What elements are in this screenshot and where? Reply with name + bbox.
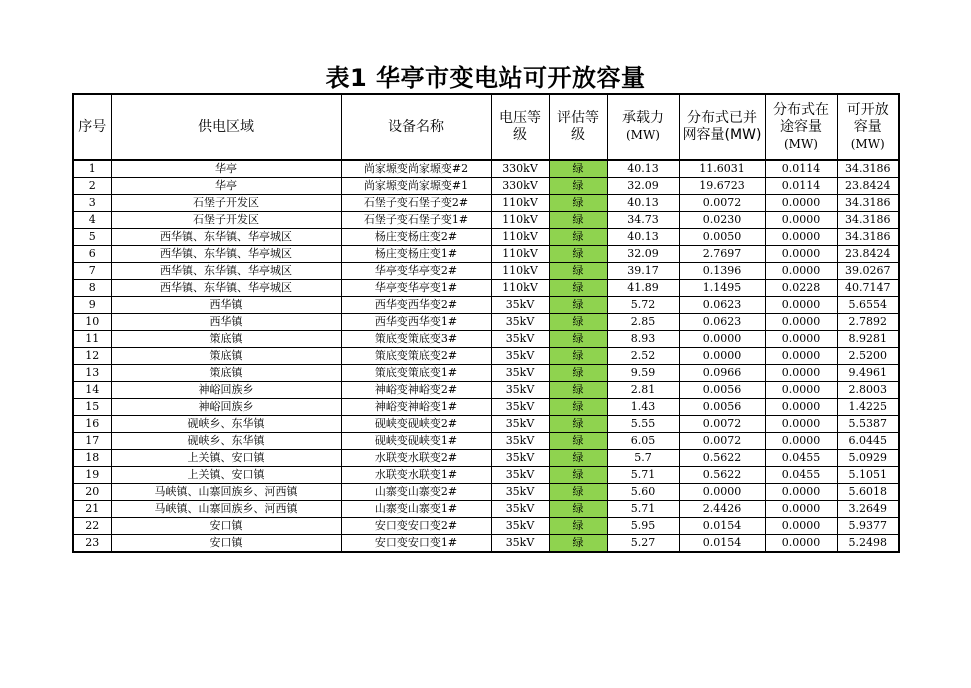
cell-connected: 0.0623	[679, 314, 765, 331]
header-device: 设备名称	[341, 94, 491, 160]
cell-area: 西华镇、东华镇、华亭城区	[111, 229, 341, 246]
cell-connected: 1.1495	[679, 280, 765, 297]
cell-voltage: 35kV	[491, 467, 549, 484]
cell-area: 砚峡乡、东华镇	[111, 433, 341, 450]
cell-open: 34.3186	[837, 229, 899, 246]
table-row	[73, 450, 899, 467]
cell-open: 5.0929	[837, 450, 899, 467]
cell-voltage: 35kV	[491, 399, 549, 416]
cell-open: 5.6554	[837, 297, 899, 314]
cell-device: 华亭变华亭变1#	[341, 280, 491, 297]
cell-load: 2.85	[607, 314, 679, 331]
cell-device: 水联变水联变2#	[341, 450, 491, 467]
cell-open: 23.8424	[837, 246, 899, 263]
cell-seq: 20	[73, 484, 111, 501]
cell-area: 马峡镇、山寨回族乡、河西镇	[111, 501, 341, 518]
cell-area: 华亭	[111, 160, 341, 178]
cell-load: 9.59	[607, 365, 679, 382]
cell-open: 9.4961	[837, 365, 899, 382]
cell-device: 安口变安口变2#	[341, 518, 491, 535]
cell-area: 神峪回族乡	[111, 382, 341, 399]
table-row	[73, 535, 899, 553]
cell-grade: 绿	[549, 501, 607, 518]
cell-open: 34.3186	[837, 212, 899, 229]
cell-voltage: 110kV	[491, 212, 549, 229]
header-voltage: 电压等 级	[491, 94, 549, 160]
cell-pending: 0.0000	[765, 229, 837, 246]
cell-pending: 0.0000	[765, 365, 837, 382]
cell-connected: 0.0056	[679, 399, 765, 416]
cell-seq: 11	[73, 331, 111, 348]
table-row	[73, 348, 899, 365]
cell-area: 石堡子开发区	[111, 212, 341, 229]
cell-open: 39.0267	[837, 263, 899, 280]
cell-area: 策底镇	[111, 331, 341, 348]
cell-load: 5.71	[607, 467, 679, 484]
cell-seq: 5	[73, 229, 111, 246]
cell-pending: 0.0000	[765, 195, 837, 212]
cell-voltage: 35kV	[491, 484, 549, 501]
cell-open: 5.6018	[837, 484, 899, 501]
cell-voltage: 35kV	[491, 518, 549, 535]
cell-device: 山寨变山寨变1#	[341, 501, 491, 518]
cell-area: 马峡镇、山寨回族乡、河西镇	[111, 484, 341, 501]
cell-grade: 绿	[549, 518, 607, 535]
cell-open: 1.4225	[837, 399, 899, 416]
cell-open: 5.1051	[837, 467, 899, 484]
cell-device: 石堡子变石堡子变2#	[341, 195, 491, 212]
cell-seq: 16	[73, 416, 111, 433]
cell-connected: 19.6723	[679, 178, 765, 195]
cell-pending: 0.0455	[765, 467, 837, 484]
cell-grade: 绿	[549, 535, 607, 553]
cell-voltage: 35kV	[491, 450, 549, 467]
cell-area: 西华镇	[111, 297, 341, 314]
cell-connected: 0.0000	[679, 348, 765, 365]
cell-seq: 3	[73, 195, 111, 212]
cell-connected: 0.5622	[679, 450, 765, 467]
header-row	[73, 94, 899, 160]
cell-grade: 绿	[549, 195, 607, 212]
cell-open: 8.9281	[837, 331, 899, 348]
cell-open: 3.2649	[837, 501, 899, 518]
cell-pending: 0.0000	[765, 246, 837, 263]
cell-load: 34.73	[607, 212, 679, 229]
table-title: 表1 华亭市变电站可开放容量	[325, 64, 646, 92]
cell-area: 砚峡乡、东华镇	[111, 416, 341, 433]
cell-open: 34.3186	[837, 160, 899, 178]
cell-device: 策底变策底变2#	[341, 348, 491, 365]
cell-device: 杨庄变杨庄变1#	[341, 246, 491, 263]
table-row	[73, 399, 899, 416]
cell-open: 5.9377	[837, 518, 899, 535]
cell-pending: 0.0114	[765, 160, 837, 178]
table-row	[73, 314, 899, 331]
cell-voltage: 35kV	[491, 331, 549, 348]
cell-open: 6.0445	[837, 433, 899, 450]
header-area: 供电区域	[111, 94, 341, 160]
cell-grade: 绿	[549, 399, 607, 416]
cell-load: 5.72	[607, 297, 679, 314]
cell-load: 6.05	[607, 433, 679, 450]
cell-load: 32.09	[607, 178, 679, 195]
cell-area: 西华镇、东华镇、华亭城区	[111, 263, 341, 280]
cell-connected: 2.7697	[679, 246, 765, 263]
cell-seq: 7	[73, 263, 111, 280]
cell-grade: 绿	[549, 212, 607, 229]
table-row	[73, 433, 899, 450]
cell-voltage: 35kV	[491, 348, 549, 365]
cell-seq: 23	[73, 535, 111, 553]
cell-connected: 0.0072	[679, 433, 765, 450]
cell-connected: 0.0000	[679, 331, 765, 348]
cell-pending: 0.0000	[765, 382, 837, 399]
cell-device: 神峪变神峪变1#	[341, 399, 491, 416]
cell-connected: 11.6031	[679, 160, 765, 178]
cell-seq: 19	[73, 467, 111, 484]
cell-load: 32.09	[607, 246, 679, 263]
cell-pending: 0.0000	[765, 518, 837, 535]
cell-connected: 0.0056	[679, 382, 765, 399]
cell-device: 西华变西华变1#	[341, 314, 491, 331]
cell-load: 2.81	[607, 382, 679, 399]
table-row	[73, 382, 899, 399]
cell-area: 西华镇、东华镇、华亭城区	[111, 280, 341, 297]
cell-voltage: 35kV	[491, 535, 549, 553]
table-row	[73, 212, 899, 229]
cell-voltage: 110kV	[491, 229, 549, 246]
cell-seq: 12	[73, 348, 111, 365]
cell-device: 尚家塬变尚家塬变#1	[341, 178, 491, 195]
cell-connected: 0.0050	[679, 229, 765, 246]
cell-open: 5.2498	[837, 535, 899, 553]
cell-connected: 0.0154	[679, 535, 765, 553]
table-row	[73, 501, 899, 518]
table-row	[73, 484, 899, 501]
cell-voltage: 330kV	[491, 160, 549, 178]
cell-device: 神峪变神峪变2#	[341, 382, 491, 399]
table-row	[73, 297, 899, 314]
cell-seq: 8	[73, 280, 111, 297]
cell-area: 神峪回族乡	[111, 399, 341, 416]
cell-load: 5.60	[607, 484, 679, 501]
cell-voltage: 110kV	[491, 195, 549, 212]
cell-connected: 0.0154	[679, 518, 765, 535]
cell-pending: 0.0228	[765, 280, 837, 297]
cell-pending: 0.0000	[765, 433, 837, 450]
cell-voltage: 110kV	[491, 263, 549, 280]
table-row	[73, 246, 899, 263]
cell-open: 5.5387	[837, 416, 899, 433]
cell-grade: 绿	[549, 450, 607, 467]
cell-grade: 绿	[549, 382, 607, 399]
cell-grade: 绿	[549, 160, 607, 178]
capacity-table	[72, 93, 900, 553]
cell-seq: 15	[73, 399, 111, 416]
cell-seq: 1	[73, 160, 111, 178]
cell-seq: 9	[73, 297, 111, 314]
cell-load: 40.13	[607, 195, 679, 212]
cell-seq: 10	[73, 314, 111, 331]
cell-load: 5.71	[607, 501, 679, 518]
cell-connected: 0.0000	[679, 484, 765, 501]
cell-grade: 绿	[549, 280, 607, 297]
cell-grade: 绿	[549, 263, 607, 280]
cell-voltage: 35kV	[491, 501, 549, 518]
cell-connected: 0.1396	[679, 263, 765, 280]
cell-open: 40.7147	[837, 280, 899, 297]
cell-connected: 0.0072	[679, 195, 765, 212]
cell-load: 1.43	[607, 399, 679, 416]
cell-grade: 绿	[549, 331, 607, 348]
cell-connected: 0.0072	[679, 416, 765, 433]
header-seq: 序号	[73, 94, 111, 160]
header-connected: 分布式已并 网容量(MW)	[679, 94, 765, 160]
table-row	[73, 467, 899, 484]
cell-connected: 2.4426	[679, 501, 765, 518]
cell-area: 西华镇、东华镇、华亭城区	[111, 246, 341, 263]
cell-connected: 0.0623	[679, 297, 765, 314]
cell-grade: 绿	[549, 229, 607, 246]
cell-load: 5.7	[607, 450, 679, 467]
cell-voltage: 35kV	[491, 365, 549, 382]
table-row	[73, 416, 899, 433]
cell-grade: 绿	[549, 365, 607, 382]
cell-load: 5.27	[607, 535, 679, 553]
cell-connected: 0.0230	[679, 212, 765, 229]
cell-pending: 0.0000	[765, 348, 837, 365]
cell-load: 41.89	[607, 280, 679, 297]
cell-device: 砚峡变砚峡变1#	[341, 433, 491, 450]
cell-load: 8.93	[607, 331, 679, 348]
cell-voltage: 110kV	[491, 246, 549, 263]
cell-device: 策底变策底变1#	[341, 365, 491, 382]
cell-voltage: 35kV	[491, 416, 549, 433]
table-row	[73, 178, 899, 195]
cell-device: 策底变策底变3#	[341, 331, 491, 348]
cell-device: 尚家塬变尚家塬变#2	[341, 160, 491, 178]
cell-open: 2.8003	[837, 382, 899, 399]
cell-load: 39.17	[607, 263, 679, 280]
cell-voltage: 110kV	[491, 280, 549, 297]
cell-seq: 21	[73, 501, 111, 518]
cell-pending: 0.0000	[765, 535, 837, 553]
cell-grade: 绿	[549, 246, 607, 263]
cell-voltage: 330kV	[491, 178, 549, 195]
cell-open: 23.8424	[837, 178, 899, 195]
cell-device: 水联变水联变1#	[341, 467, 491, 484]
cell-grade: 绿	[549, 467, 607, 484]
cell-device: 安口变安口变1#	[341, 535, 491, 553]
table-row	[73, 195, 899, 212]
cell-device: 石堡子变石堡子变1#	[341, 212, 491, 229]
cell-device: 砚峡变砚峡变2#	[341, 416, 491, 433]
cell-pending: 0.0000	[765, 263, 837, 280]
cell-device: 西华变西华变2#	[341, 297, 491, 314]
cell-voltage: 35kV	[491, 382, 549, 399]
cell-voltage: 35kV	[491, 314, 549, 331]
header-load: 承载力 (MW)	[607, 94, 679, 160]
cell-grade: 绿	[549, 178, 607, 195]
cell-area: 上关镇、安口镇	[111, 450, 341, 467]
cell-open: 2.7892	[837, 314, 899, 331]
cell-seq: 6	[73, 246, 111, 263]
cell-load: 40.13	[607, 160, 679, 178]
cell-load: 5.55	[607, 416, 679, 433]
cell-grade: 绿	[549, 484, 607, 501]
cell-connected: 0.5622	[679, 467, 765, 484]
header-open: 可开放 容量 (MW)	[837, 94, 899, 160]
cell-area: 策底镇	[111, 365, 341, 382]
cell-grade: 绿	[549, 348, 607, 365]
cell-pending: 0.0455	[765, 450, 837, 467]
cell-load: 5.95	[607, 518, 679, 535]
cell-seq: 4	[73, 212, 111, 229]
cell-pending: 0.0000	[765, 484, 837, 501]
cell-pending: 0.0000	[765, 297, 837, 314]
cell-open: 2.5200	[837, 348, 899, 365]
cell-seq: 18	[73, 450, 111, 467]
cell-area: 华亭	[111, 178, 341, 195]
cell-load: 40.13	[607, 229, 679, 246]
cell-load: 2.52	[607, 348, 679, 365]
cell-connected: 0.0966	[679, 365, 765, 382]
cell-seq: 22	[73, 518, 111, 535]
cell-pending: 0.0000	[765, 331, 837, 348]
cell-device: 山寨变山寨变2#	[341, 484, 491, 501]
cell-pending: 0.0000	[765, 212, 837, 229]
cell-seq: 14	[73, 382, 111, 399]
cell-voltage: 35kV	[491, 433, 549, 450]
table-row	[73, 280, 899, 297]
cell-area: 西华镇	[111, 314, 341, 331]
cell-pending: 0.0000	[765, 399, 837, 416]
table-row	[73, 229, 899, 246]
table-row	[73, 263, 899, 280]
cell-voltage: 35kV	[491, 297, 549, 314]
cell-pending: 0.0000	[765, 501, 837, 518]
cell-pending: 0.0114	[765, 178, 837, 195]
cell-grade: 绿	[549, 314, 607, 331]
table-row	[73, 331, 899, 348]
cell-pending: 0.0000	[765, 314, 837, 331]
cell-seq: 13	[73, 365, 111, 382]
cell-seq: 17	[73, 433, 111, 450]
cell-area: 安口镇	[111, 518, 341, 535]
cell-pending: 0.0000	[765, 416, 837, 433]
table-row	[73, 160, 899, 178]
cell-device: 杨庄变杨庄变2#	[341, 229, 491, 246]
cell-seq: 2	[73, 178, 111, 195]
table-row	[73, 365, 899, 382]
cell-area: 策底镇	[111, 348, 341, 365]
table-row	[73, 518, 899, 535]
cell-grade: 绿	[549, 297, 607, 314]
header-pending: 分布式在 途容量 (MW)	[765, 94, 837, 160]
header-grade: 评估等 级	[549, 94, 607, 160]
cell-device: 华亭变华亭变2#	[341, 263, 491, 280]
cell-grade: 绿	[549, 433, 607, 450]
cell-grade: 绿	[549, 416, 607, 433]
cell-area: 上关镇、安口镇	[111, 467, 341, 484]
cell-open: 34.3186	[837, 195, 899, 212]
cell-area: 安口镇	[111, 535, 341, 553]
cell-area: 石堡子开发区	[111, 195, 341, 212]
